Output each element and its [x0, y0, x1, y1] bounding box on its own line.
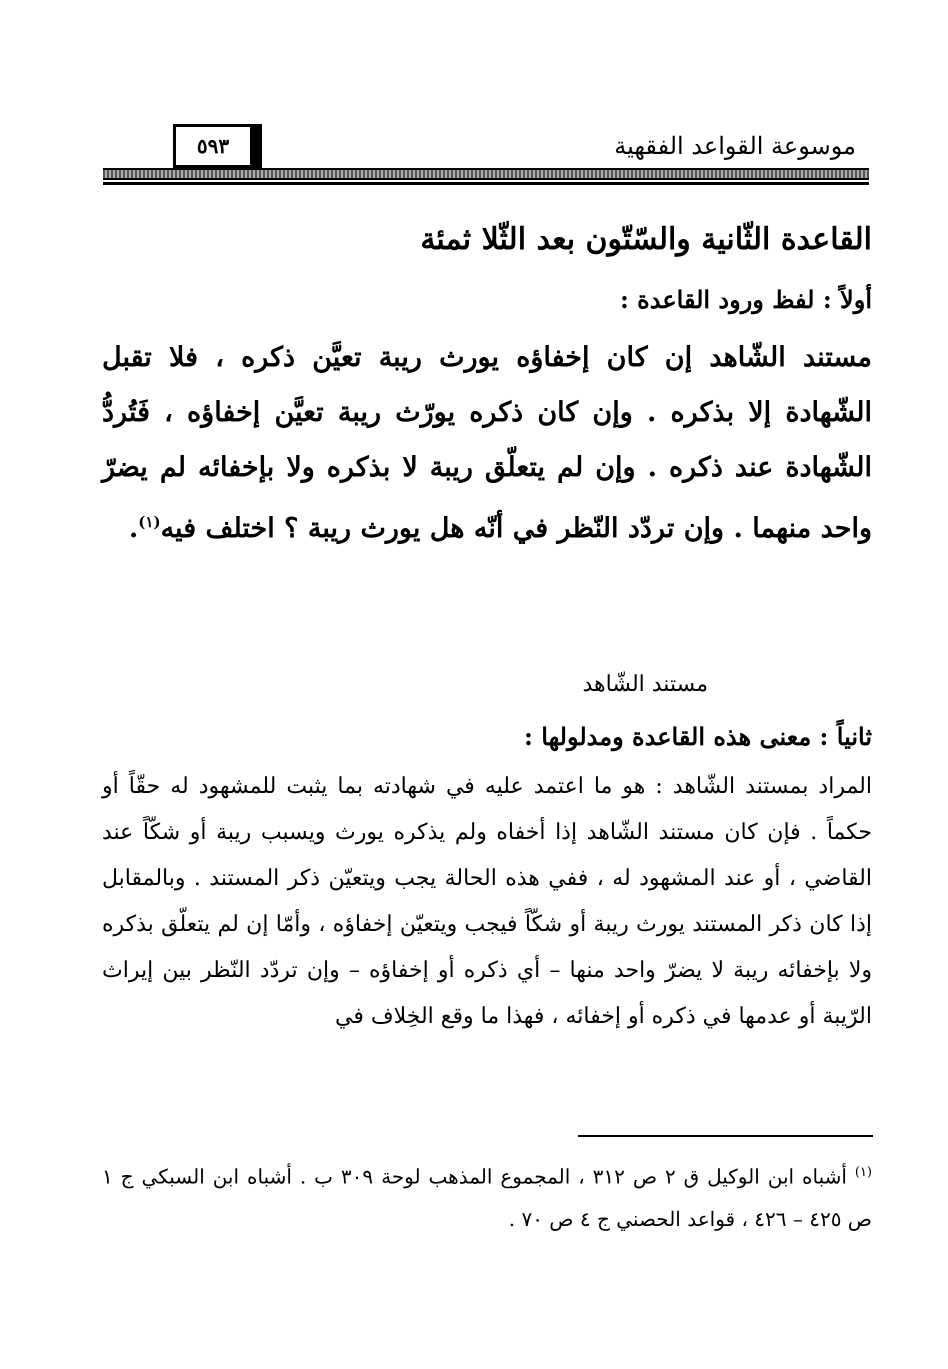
section-heading-meaning: ثانياً : معنى هذه القاعدة ومدلولها : [524, 722, 872, 751]
header-rule [103, 168, 869, 180]
running-header-title: موسوعة القواعد الفقهية [614, 132, 856, 160]
rule-caption: مستند الشّاهد [582, 672, 708, 697]
page-number: ٥٩٣ [196, 134, 230, 158]
rule-statement-end: . [128, 513, 139, 544]
section-heading-wording: أولاً : لفظ ورود القاعدة : [619, 285, 872, 314]
rule-statement [102, 330, 872, 556]
rule-statement-text: مستند الشّاهد إن كان إخفاؤه يورث ريبة تعيَّن ذكره ، فلا تقبل الشّهادة إلا بذكره . وإن كان ذكره يورّث ريبة تعيَّن إخفاؤه ، فَتُردُّ الشّهادة عند ذكره . وإن لم يتعلّق ريبة لا بذكره ولا بإخفائه لم يضرّ واحد منهما . وإن تردّد النّظر في أنّه هل يورث ريبة ؟ اختلف فيه [102, 342, 872, 544]
page-number-box-shadow [253, 124, 262, 172]
footnote-separator [578, 1135, 873, 1137]
footnote [102, 1152, 872, 1240]
page-number-box [173, 124, 253, 168]
meaning-paragraph: المراد بمستند الشّاهد : هو ما اعتمد عليه في شهادته بما يثبت للمشهود له حقّاً أو حكماً . فإن كان مستند الشّاهد إذا أخفاه ولم يذكره يورث ويسبب ريبة أو شكّاً عند القاضي ، أو عند المشهود له ، ففي هذه الحالة يجب ويتعيّن ذكر المستند . وبالمقابل إذا كان ذكر المستند يورث ريبة أو شكّاً فيجب ويتعيّن إخفاؤه ، وأمّا إن لم يتعلّق بذكره ولا بإخفائه ريبة لا يضرّ واحد منها – أي ذكره أو إخفاؤه – وإن تردّد النّظر بين إيراث الرّيبة أو عدمها في ذكره أو إخفائه ، فهذا ما وقع الخِلاف في [102, 774, 872, 1029]
footnote-marker: (١) [854, 1165, 872, 1180]
footnote-reference[interactable]: (١) [138, 513, 161, 531]
rule-title: القاعدة الثّانية والسّتّون بعد الثّلا ثمئة [420, 222, 872, 257]
footnote-text: أشباه ابن الوكيل ق ٢ ص ٣١٢ ، المجموع المذهب لوحة ٣٠٩ ب . أشباه ابن السبكي ج ١ ص ٤٢٥ – ٤٢٦ ، قواعد الحصني ج ٤ ص ٧٠ . [102, 1164, 872, 1231]
header-rule-underline [103, 182, 869, 185]
